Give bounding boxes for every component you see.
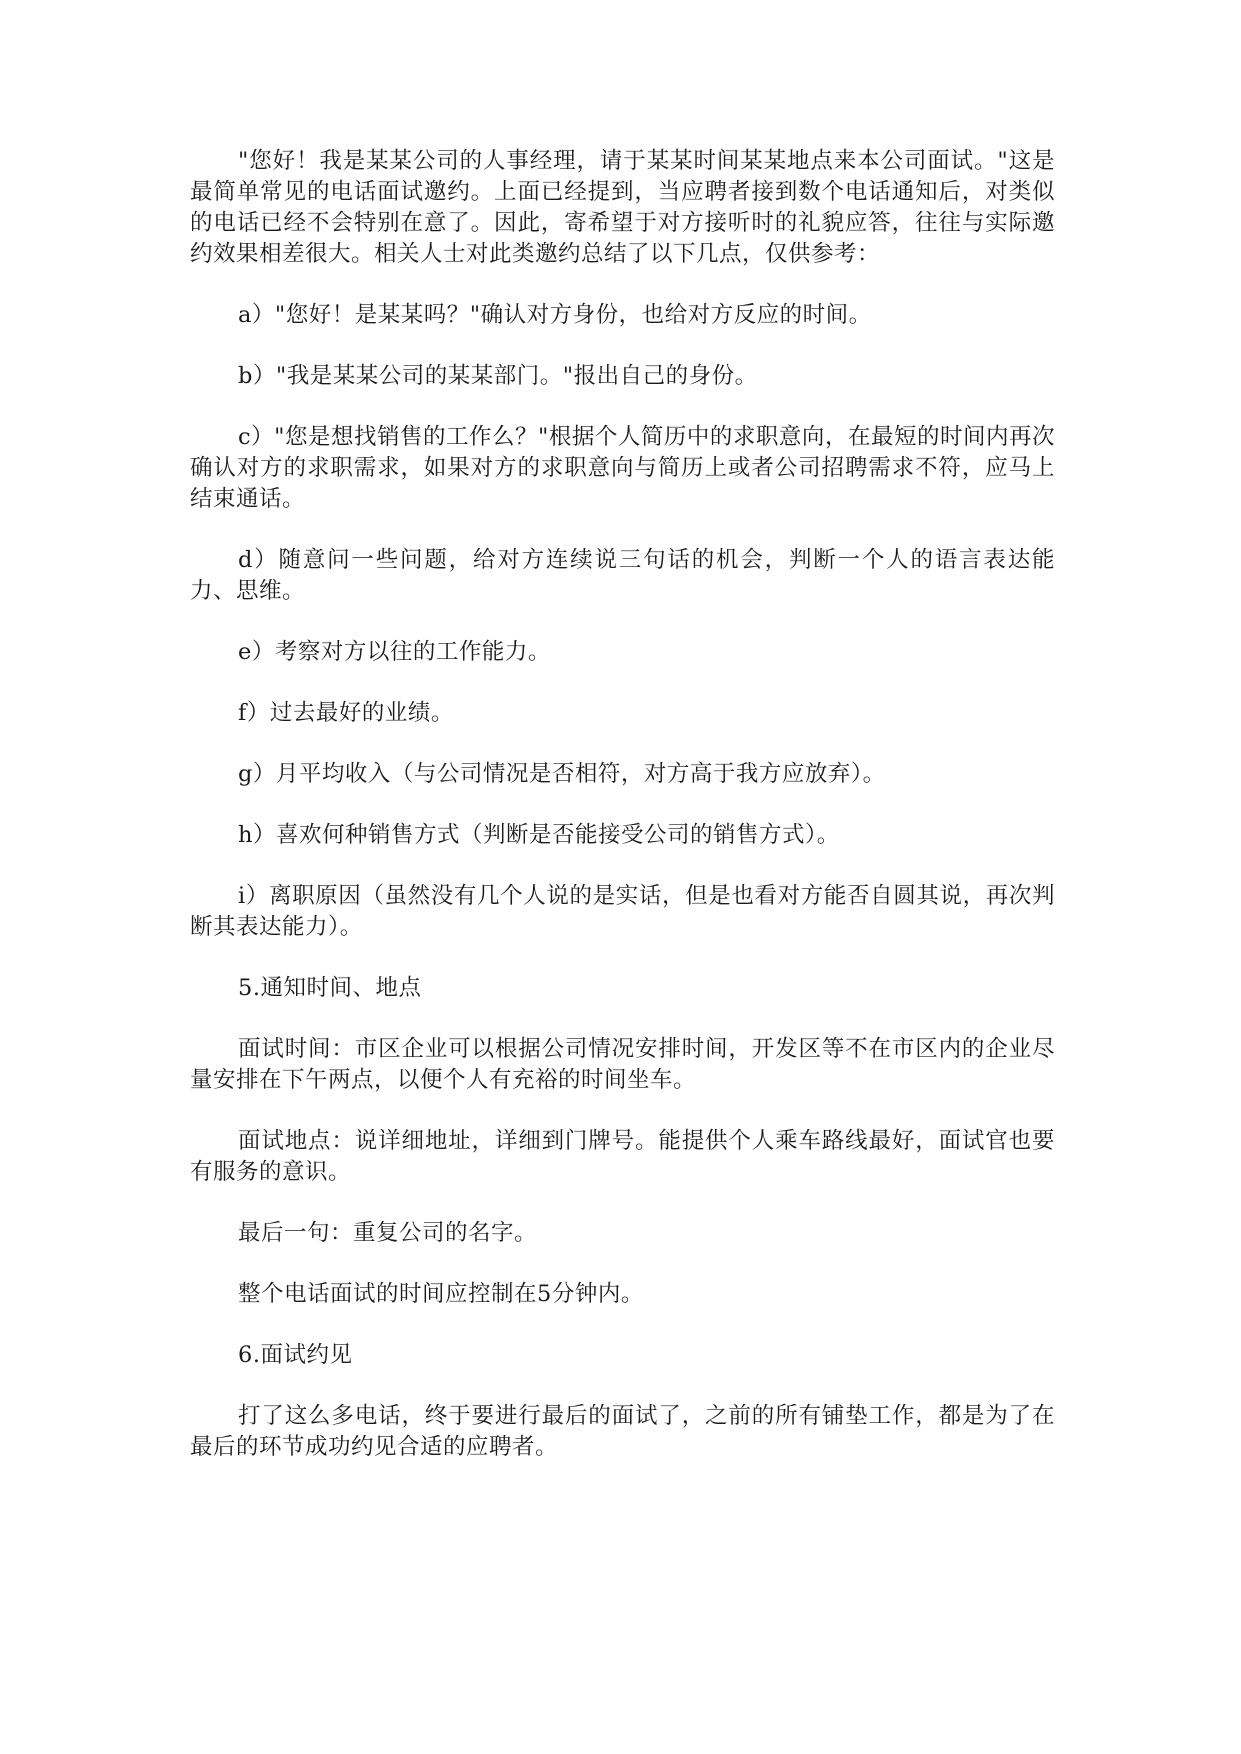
paragraph-item-b: b）"我是某某公司的某某部门。"报出自己的身份。 — [238, 363, 758, 389]
paragraph-last-sentence: 最后一句：重复公司的名字。 — [238, 1220, 538, 1246]
document-body — [190, 146, 1055, 1493]
paragraph-intro: "您好！我是某某公司的人事经理，请于某某时间某某地点来本公司面试。"这是最简单常见的电话面试邀约。上面已经提到，当应聘者接到数个电话通知后，对类似的电话已经不会特别在意了。因此，寄希望于对方接听时的礼貌应答，往往与实际邀约效果相差很大。相关人士对此类邀约总结了以下几点，仅供参考： — [190, 148, 1055, 267]
section-heading-5: 5.通知时间、地点 — [238, 975, 422, 1001]
paragraph-item-a: a）"您好！是某某吗？"确认对方身份，也给对方反应的时间。 — [238, 302, 872, 328]
paragraph-interview-time: 面试时间：市区企业可以根据公司情况安排时间，开发区等不在市区内的企业尽量安排在下午两点，以便个人有充裕的时间坐车。 — [190, 1036, 1055, 1093]
paragraph-item-g: g）月平均收入（与公司情况是否相符，对方高于我方应放弃）。 — [238, 761, 886, 787]
section-heading-6: 6.面试约见 — [238, 1342, 353, 1368]
paragraph-item-d: d）随意问一些问题，给对方连续说三句话的机会，判断一个人的语言表达能力、思维。 — [190, 547, 1055, 604]
paragraph-interview-location: 面试地点：说详细地址，详细到门牌号。能提供个人乘车路线最好，面试官也要有服务的意识。 — [190, 1128, 1055, 1185]
paragraph-item-e: e）考察对方以往的工作能力。 — [238, 639, 551, 665]
paragraph-item-c: c）"您是想找销售的工作么？"根据个人简历中的求职意向，在最短的时间内再次确认对方的求职需求，如果对方的求职意向与简历上或者公司招聘需求不符，应马上结束通话。 — [190, 424, 1055, 512]
paragraph-item-f: f）过去最好的业绩。 — [238, 700, 454, 726]
paragraph-interview-meeting: 打了这么多电话，终于要进行最后的面试了，之前的所有铺垫工作，都是为了在最后的环节成功约见合适的应聘者。 — [190, 1403, 1055, 1460]
paragraph-item-i: i）离职原因（虽然没有几个人说的是实话，但是也看对方能否自圆其说，再次判断其表达能力）。 — [190, 883, 1055, 940]
paragraph-item-h: h）喜欢何种销售方式（判断是否能接受公司的销售方式）。 — [238, 822, 840, 848]
paragraph-call-duration: 整个电话面试的时间应控制在5分钟内。 — [238, 1281, 644, 1307]
